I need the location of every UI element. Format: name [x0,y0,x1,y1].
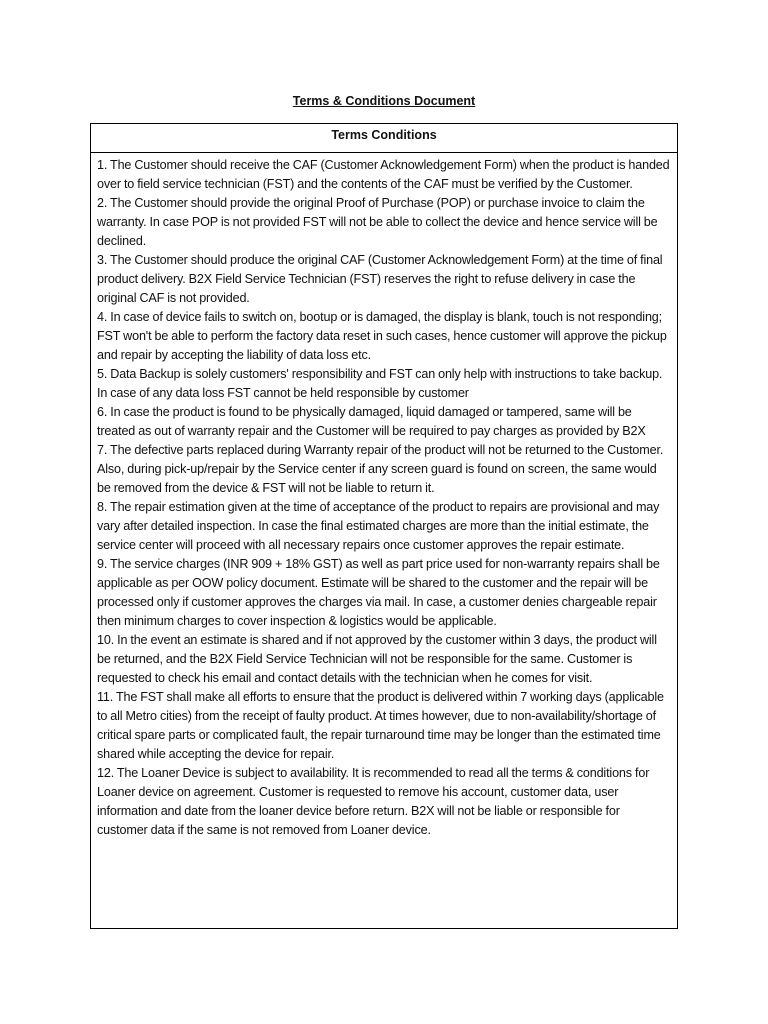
clause-11: 11. The FST shall make all efforts to ensure that the product is delivered within 7 working days (applicable to all Metro cities) from the receipt of faulty product. At times however, due to non-availability/shortage of critical spare parts or complicated fault, the repair turnaround time may be longer than the estimated time shared while accepting the device for repair. [97,690,664,761]
clause-8: 8. The repair estimation given at the time of acceptance of the product to repairs are provisional and may vary after detailed inspection. In case the final estimated charges are more than the initial estimate, the service center will proceed with all necessary repairs once customer approves the repair estimate. [97,500,660,552]
clause-12: 12. The Loaner Device is subject to availability. It is recommended to read all the terms & conditions for Loaner device on agreement. Customer is requested to remove his account, customer data, user information and date from the loaner device before return. B2X will not be liable or responsible for customer data if the same is not removed from Loaner device. [97,766,650,837]
clause-2: 2. The Customer should provide the original Proof of Purchase (POP) or purchase invoice to claim the warranty. In case POP is not provided FST will not be able to collect the device and hence service will be declined. [97,196,658,248]
clause-1: 1. The Customer should receive the CAF (Customer Acknowledgement Form) when the product is handed over to field service technician (FST) and the contents of the CAF must be verified by the Customer. [97,158,670,191]
clause-10: 10. In the event an estimate is shared and if not approved by the customer within 3 days, the product will be returned, and the B2X Field Service Technician will not be responsible for the same. Customer is requested to check his email and contact details with the technician when he comes for visit. [97,633,657,685]
clause-3: 3. The Customer should produce the original CAF (Customer Acknowledgement Form) at the time of final product delivery. B2X Field Service Technician (FST) reserves the right to refuse delivery in case the original CAF is not provided. [97,253,663,305]
table-header: Terms Conditions [91,124,677,153]
clause-5: 5. Data Backup is solely customers' responsibility and FST can only help with instructions to take backup. In case of any data loss FST cannot be held responsible by customer [97,367,663,400]
clause-9: 9. The service charges (INR 909 + 18% GST) as well as part price used for non-warranty repairs shall be applicable as per OOW policy document. Estimate will be shared to the customer and the repair will be processed only if customer approves the charges via mail. In case, a customer denies chargeable repair then minimum charges to cover inspection & logistics would be applicable. [97,557,660,628]
terms-table [90,123,678,929]
clause-7: 7. The defective parts replaced during Warranty repair of the product will not be returned to the Customer. Also, during pick-up/repair by the Service center if any screen guard is found on screen, the same would be removed from the device & FST will not be liable to return it. [97,443,664,495]
clause-6: 6. In case the product is found to be physically damaged, liquid damaged or tampered, same will be treated as out of warranty repair and the Customer will be required to pay charges as provided by B2X [97,405,646,438]
terms-list [91,153,677,840]
clause-4: 4. In case of device fails to switch on, bootup or is damaged, the display is blank, touch is not responding; FST won't be able to perform the factory data reset in such cases, hence customer will approve the pickup and repair by accepting the liability of data loss etc. [97,310,667,362]
document-title: Terms & Conditions Document [292,94,476,108]
